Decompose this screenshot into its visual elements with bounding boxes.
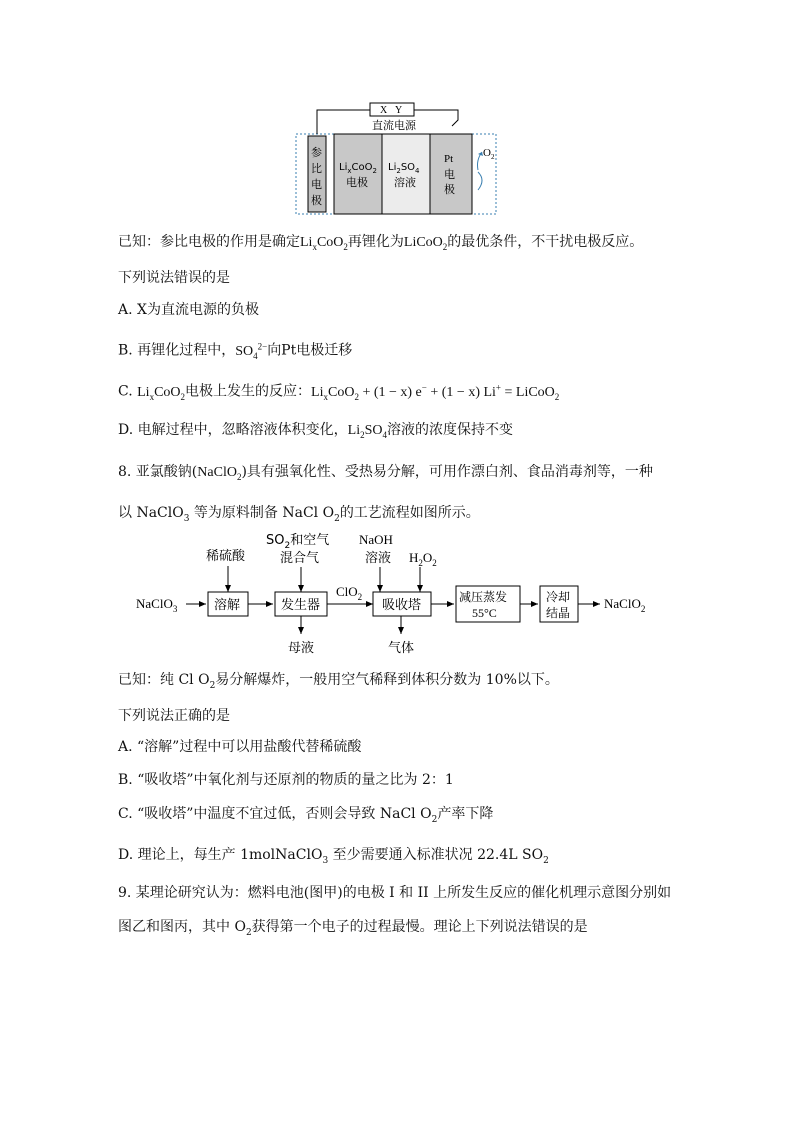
- q8-option-c: C. “吸收塔”中温度不宜过低，否则会导致 NaCl $O_2$产率下降: [118, 806, 494, 825]
- naoh-label-2: 溶液: [365, 551, 392, 566]
- o2-arrow-lower: [478, 172, 482, 190]
- q7-option-a: A. X为直流电源的负极: [118, 302, 259, 318]
- pt-char-3: 极: [444, 183, 455, 196]
- power-source-label: 直流电源: [372, 119, 416, 132]
- flow-output: NaClO$_2$: [604, 596, 646, 614]
- absorber-label: 吸收塔: [382, 598, 422, 613]
- q8-option-a: A. “溶解”过程中可以用盐酸代替稀硫酸: [118, 739, 362, 755]
- q7-stem: 下列说法错误的是: [118, 270, 230, 286]
- electrolysis-cell-diagram: [292, 98, 502, 220]
- wire-left: [317, 110, 370, 134]
- process-flowchart: [130, 530, 670, 660]
- li2so4-solution: [382, 134, 430, 214]
- li2so4-sub: 溶液: [394, 176, 416, 189]
- ref-char-2: 比: [311, 162, 322, 175]
- gas-mix-label-2: 混合气: [280, 551, 320, 566]
- acid-label: 稀硫酸: [206, 549, 246, 564]
- gas-mix-label: $SO_2$和空气: [266, 533, 330, 551]
- o2-label: $O_2$: [483, 147, 495, 161]
- generator-label: 发生器: [281, 598, 321, 613]
- power-source-box: [370, 103, 414, 116]
- gas-label: 气体: [388, 641, 415, 656]
- q7-option-b: B. 再锂化过程中，$SO_4^{2-}$向Pt电极迁移: [118, 341, 353, 361]
- q8-option-d: D. 理论上，每生产 1molNaClO$_3$ 至少需要通入标准状况 22.4L $SO_2$: [118, 847, 549, 866]
- pt-char-2: 电: [444, 168, 455, 181]
- naoh-label: NaOH: [359, 532, 393, 547]
- mother-liquor-label: 母液: [288, 641, 315, 656]
- pt-label: Pt: [444, 153, 454, 165]
- licoo2-label: $Li_xCoO_2$: [339, 162, 377, 175]
- evaporation-temp: 55°C: [472, 606, 497, 620]
- terminal-y: Y: [395, 105, 403, 116]
- q8-line2: 以 NaClO$_3$ 等为原料制备 NaCl $O_2$的工艺流程如图所示。: [118, 505, 480, 524]
- clo2-label: ClO$_2$: [336, 584, 363, 602]
- terminal-x: X: [380, 105, 388, 116]
- ref-char-4: 极: [311, 194, 322, 207]
- evaporation-label: 减压蒸发: [459, 590, 508, 604]
- li2so4-label: $Li_2SO_4$: [388, 162, 420, 175]
- q8-known: 已知：纯 Cl $O_2$易分解爆炸，一般用空气稀释到体积分数为 10%以下。: [118, 672, 559, 691]
- cooling-label-2: 结晶: [546, 606, 571, 620]
- q8-stem: 下列说法正确的是: [118, 708, 230, 724]
- cooling-label: 冷却: [546, 590, 571, 604]
- q9-line1: 9. 某理论研究认为：燃料电池(图甲)的电极 I 和 II 上所发生反应的催化机理示意图分别如: [118, 885, 672, 901]
- ref-char-3: 电: [311, 178, 322, 191]
- q8-option-b: B. “吸收塔”中氧化剂与还原剂的物质的量之比为 2：1: [118, 772, 454, 788]
- ref-char-1: 参: [311, 146, 322, 159]
- q9-line2: 图乙和图丙，其中 $O_2$获得第一个电子的过程最慢。理论上下列说法错误的是: [118, 919, 588, 938]
- wire-right: [414, 110, 458, 126]
- licoo2-sub: 电极: [346, 176, 368, 189]
- q7-option-d: D. 电解过程中，忽略溶液体积变化，$Li_2SO_4$溶液的浓度保持不变: [118, 422, 513, 440]
- q8-line1: 8. 亚氯酸钠(NaClO$_2$)具有强氧化性、受热易分解，可用作漂白剂、食品消毒剂等，一种: [118, 464, 653, 482]
- flow-input: NaClO$_3$: [136, 596, 178, 614]
- q7-option-c: C. $Li_xCoO_2$电极上发生的反应：$Li_xCoO_2 + (1 - x) e^- + (1 - x) Li^+$ = LiCoO$_2$: [118, 382, 560, 402]
- q7-known: 已知：参比电极的作用是确定$Li_xCoO_2$再锂化为LiCoO$_2$的最优条件，不干扰电极反应。: [118, 234, 644, 252]
- dissolve-label: 溶解: [214, 598, 241, 613]
- h2o2-label: $H_2O_2$: [409, 550, 437, 568]
